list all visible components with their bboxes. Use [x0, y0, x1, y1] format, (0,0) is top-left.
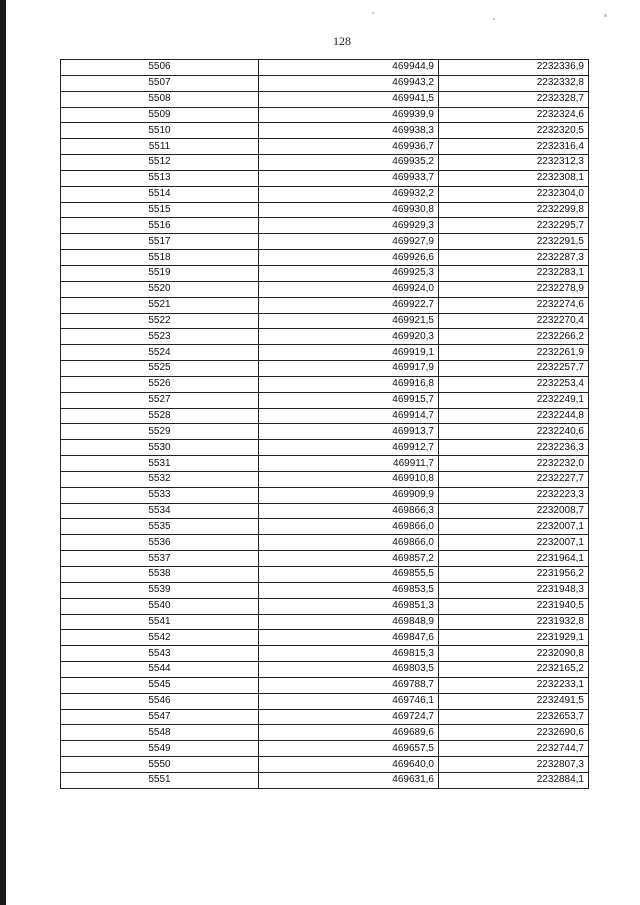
- point-number-cell: 5513: [61, 170, 259, 186]
- point-number-cell: 5535: [61, 519, 259, 535]
- y-coordinate-cell: 2232008,7: [439, 503, 589, 519]
- point-number-cell: 5507: [61, 75, 259, 91]
- y-coordinate-cell: 2232304,0: [439, 186, 589, 202]
- table-row: [61, 91, 589, 107]
- x-coordinate-cell: 469939,9: [259, 107, 439, 123]
- table-row: [61, 345, 589, 361]
- point-number-cell: 5515: [61, 202, 259, 218]
- x-coordinate-cell: 469941,5: [259, 91, 439, 107]
- x-coordinate-cell: 469803,5: [259, 662, 439, 678]
- table-row: [61, 234, 589, 250]
- y-coordinate-cell: 2232328,7: [439, 91, 589, 107]
- point-number-cell: 5510: [61, 123, 259, 139]
- x-coordinate-cell: 469640,0: [259, 757, 439, 773]
- point-number-cell: 5545: [61, 677, 259, 693]
- x-coordinate-cell: 469689,6: [259, 725, 439, 741]
- x-coordinate-cell: 469925,3: [259, 265, 439, 281]
- y-coordinate-cell: 2232295,7: [439, 218, 589, 234]
- y-coordinate-cell: 2232227,7: [439, 471, 589, 487]
- table-row: [61, 60, 589, 76]
- x-coordinate-cell: 469746,1: [259, 693, 439, 709]
- table-row: [61, 170, 589, 186]
- y-coordinate-cell: 2232299,8: [439, 202, 589, 218]
- point-number-cell: 5506: [61, 60, 259, 76]
- point-number-cell: 5521: [61, 297, 259, 313]
- y-coordinate-cell: 2232090,8: [439, 646, 589, 662]
- x-coordinate-cell: 469929,3: [259, 218, 439, 234]
- y-coordinate-cell: 2232233,1: [439, 677, 589, 693]
- y-coordinate-cell: 2232278,9: [439, 281, 589, 297]
- table-row: [61, 725, 589, 741]
- y-coordinate-cell: 2232283,1: [439, 265, 589, 281]
- y-coordinate-cell: 2232807,3: [439, 757, 589, 773]
- y-coordinate-cell: 2232223,3: [439, 487, 589, 503]
- point-number-cell: 5536: [61, 535, 259, 551]
- table-row: [61, 598, 589, 614]
- y-coordinate-cell: 2232240,6: [439, 424, 589, 440]
- y-coordinate-cell: 2232165,2: [439, 662, 589, 678]
- point-number-cell: 5522: [61, 313, 259, 329]
- scan-speck: [604, 14, 607, 17]
- x-coordinate-cell: 469927,9: [259, 234, 439, 250]
- x-coordinate-cell: 469857,2: [259, 551, 439, 567]
- table-row: [61, 582, 589, 598]
- table-row: [61, 202, 589, 218]
- y-coordinate-cell: 2232007,1: [439, 535, 589, 551]
- point-number-cell: 5540: [61, 598, 259, 614]
- table-row: [61, 424, 589, 440]
- table-row: [61, 376, 589, 392]
- point-number-cell: 5546: [61, 693, 259, 709]
- table-row: [61, 107, 589, 123]
- table-row: [61, 567, 589, 583]
- point-number-cell: 5512: [61, 155, 259, 171]
- table-row: [61, 440, 589, 456]
- x-coordinate-cell: 469631,6: [259, 772, 439, 788]
- table-row: [61, 186, 589, 202]
- table-row: [61, 709, 589, 725]
- y-coordinate-cell: 2232261,9: [439, 345, 589, 361]
- x-coordinate-cell: 469847,6: [259, 630, 439, 646]
- table-row: [61, 408, 589, 424]
- y-coordinate-cell: 2232312,3: [439, 155, 589, 171]
- x-coordinate-cell: 469913,7: [259, 424, 439, 440]
- y-coordinate-cell: 2232257,7: [439, 361, 589, 377]
- table-row: [61, 757, 589, 773]
- point-number-cell: 5519: [61, 265, 259, 281]
- point-number-cell: 5518: [61, 250, 259, 266]
- table-row: [61, 551, 589, 567]
- point-number-cell: 5534: [61, 503, 259, 519]
- x-coordinate-cell: 469866,0: [259, 519, 439, 535]
- table-row: [61, 281, 589, 297]
- scan-edge-bar: [0, 0, 6, 905]
- y-coordinate-cell: 2232336,9: [439, 60, 589, 76]
- y-coordinate-cell: 2232253,4: [439, 376, 589, 392]
- y-coordinate-cell: 2232690,6: [439, 725, 589, 741]
- table-row: [61, 741, 589, 757]
- x-coordinate-cell: 469657,5: [259, 741, 439, 757]
- point-number-cell: 5544: [61, 662, 259, 678]
- y-coordinate-cell: 2231964,1: [439, 551, 589, 567]
- y-coordinate-cell: 2231929,1: [439, 630, 589, 646]
- y-coordinate-cell: 2232332,8: [439, 75, 589, 91]
- x-coordinate-cell: 469855,5: [259, 567, 439, 583]
- point-number-cell: 5539: [61, 582, 259, 598]
- point-number-cell: 5526: [61, 376, 259, 392]
- table-row: [61, 772, 589, 788]
- point-number-cell: 5549: [61, 741, 259, 757]
- point-number-cell: 5550: [61, 757, 259, 773]
- x-coordinate-cell: 469919,1: [259, 345, 439, 361]
- x-coordinate-cell: 469866,3: [259, 503, 439, 519]
- point-number-cell: 5541: [61, 614, 259, 630]
- x-coordinate-cell: 469915,7: [259, 392, 439, 408]
- x-coordinate-cell: 469910,8: [259, 471, 439, 487]
- x-coordinate-cell: 469938,3: [259, 123, 439, 139]
- y-coordinate-cell: 2232491,5: [439, 693, 589, 709]
- x-coordinate-cell: 469921,5: [259, 313, 439, 329]
- table-row: [61, 265, 589, 281]
- point-number-cell: 5547: [61, 709, 259, 725]
- table-row: [61, 677, 589, 693]
- x-coordinate-cell: 469848,9: [259, 614, 439, 630]
- coordinates-table: [60, 59, 589, 789]
- point-number-cell: 5516: [61, 218, 259, 234]
- x-coordinate-cell: 469853,5: [259, 582, 439, 598]
- table-row: [61, 139, 589, 155]
- y-coordinate-cell: 2232653,7: [439, 709, 589, 725]
- y-coordinate-cell: 2232308,1: [439, 170, 589, 186]
- point-number-cell: 5517: [61, 234, 259, 250]
- table-row: [61, 614, 589, 630]
- x-coordinate-cell: 469917,9: [259, 361, 439, 377]
- x-coordinate-cell: 469924,0: [259, 281, 439, 297]
- y-coordinate-cell: 2232274,6: [439, 297, 589, 313]
- y-coordinate-cell: 2232287,3: [439, 250, 589, 266]
- y-coordinate-cell: 2231948,3: [439, 582, 589, 598]
- y-coordinate-cell: 2232884,1: [439, 772, 589, 788]
- x-coordinate-cell: 469936,7: [259, 139, 439, 155]
- x-coordinate-cell: 469914,7: [259, 408, 439, 424]
- point-number-cell: 5532: [61, 471, 259, 487]
- x-coordinate-cell: 469911,7: [259, 456, 439, 472]
- x-coordinate-cell: 469815,3: [259, 646, 439, 662]
- table-row: [61, 630, 589, 646]
- y-coordinate-cell: 2231956,2: [439, 567, 589, 583]
- point-number-cell: 5530: [61, 440, 259, 456]
- table-row: [61, 503, 589, 519]
- point-number-cell: 5514: [61, 186, 259, 202]
- point-number-cell: 5531: [61, 456, 259, 472]
- x-coordinate-cell: 469851,3: [259, 598, 439, 614]
- table-row: [61, 313, 589, 329]
- point-number-cell: 5523: [61, 329, 259, 345]
- y-coordinate-cell: 2232236,3: [439, 440, 589, 456]
- page-number: 128: [333, 34, 351, 48]
- table-row: [61, 456, 589, 472]
- table-row: [61, 487, 589, 503]
- point-number-cell: 5527: [61, 392, 259, 408]
- y-coordinate-cell: 2232232,0: [439, 456, 589, 472]
- x-coordinate-cell: 469916,8: [259, 376, 439, 392]
- y-coordinate-cell: 2232744,7: [439, 741, 589, 757]
- point-number-cell: 5548: [61, 725, 259, 741]
- y-coordinate-cell: 2232249,1: [439, 392, 589, 408]
- x-coordinate-cell: 469866,0: [259, 535, 439, 551]
- coordinates-table-body: [61, 60, 589, 789]
- x-coordinate-cell: 469932,2: [259, 186, 439, 202]
- table-row: [61, 662, 589, 678]
- x-coordinate-cell: 469944,9: [259, 60, 439, 76]
- point-number-cell: 5528: [61, 408, 259, 424]
- point-number-cell: 5551: [61, 772, 259, 788]
- y-coordinate-cell: 2232320,5: [439, 123, 589, 139]
- scan-speck: [372, 12, 374, 14]
- y-coordinate-cell: 2232291,5: [439, 234, 589, 250]
- x-coordinate-cell: 469943,2: [259, 75, 439, 91]
- table-row: [61, 361, 589, 377]
- x-coordinate-cell: 469909,9: [259, 487, 439, 503]
- point-number-cell: 5533: [61, 487, 259, 503]
- y-coordinate-cell: 2232266,2: [439, 329, 589, 345]
- x-coordinate-cell: 469935,2: [259, 155, 439, 171]
- x-coordinate-cell: 469930,8: [259, 202, 439, 218]
- point-number-cell: 5542: [61, 630, 259, 646]
- point-number-cell: 5529: [61, 424, 259, 440]
- table-row: [61, 646, 589, 662]
- x-coordinate-cell: 469922,7: [259, 297, 439, 313]
- point-number-cell: 5508: [61, 91, 259, 107]
- y-coordinate-cell: 2232270,4: [439, 313, 589, 329]
- x-coordinate-cell: 469926,6: [259, 250, 439, 266]
- point-number-cell: 5537: [61, 551, 259, 567]
- x-coordinate-cell: 469933,7: [259, 170, 439, 186]
- table-row: [61, 519, 589, 535]
- table-row: [61, 535, 589, 551]
- point-number-cell: 5538: [61, 567, 259, 583]
- table-row: [61, 123, 589, 139]
- table-row: [61, 297, 589, 313]
- y-coordinate-cell: 2232324,6: [439, 107, 589, 123]
- table-row: [61, 471, 589, 487]
- point-number-cell: 5511: [61, 139, 259, 155]
- y-coordinate-cell: 2231932,8: [439, 614, 589, 630]
- point-number-cell: 5520: [61, 281, 259, 297]
- x-coordinate-cell: 469788,7: [259, 677, 439, 693]
- point-number-cell: 5524: [61, 345, 259, 361]
- point-number-cell: 5509: [61, 107, 259, 123]
- table-row: [61, 392, 589, 408]
- scan-speck: [493, 18, 495, 20]
- table-row: [61, 75, 589, 91]
- y-coordinate-cell: 2232316,4: [439, 139, 589, 155]
- x-coordinate-cell: 469920,3: [259, 329, 439, 345]
- x-coordinate-cell: 469724,7: [259, 709, 439, 725]
- table-row: [61, 693, 589, 709]
- y-coordinate-cell: 2232244,8: [439, 408, 589, 424]
- table-row: [61, 250, 589, 266]
- point-number-cell: 5543: [61, 646, 259, 662]
- y-coordinate-cell: 2231940,5: [439, 598, 589, 614]
- point-number-cell: 5525: [61, 361, 259, 377]
- table-row: [61, 155, 589, 171]
- x-coordinate-cell: 469912,7: [259, 440, 439, 456]
- y-coordinate-cell: 2232007,1: [439, 519, 589, 535]
- table-row: [61, 329, 589, 345]
- table-row: [61, 218, 589, 234]
